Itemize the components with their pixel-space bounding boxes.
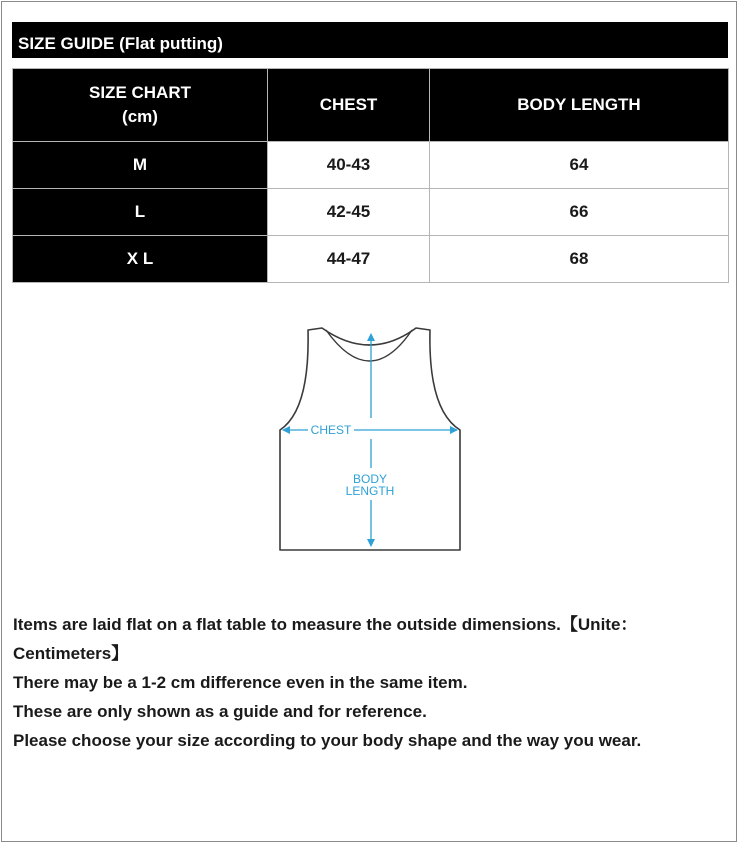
table-header-row [13,69,729,142]
table-row [13,236,729,283]
header-size-chart [13,69,268,142]
size-cell: X L [13,236,268,283]
tank-top-diagram [270,318,470,563]
size-cell: M [13,142,268,189]
note-line: Please choose your size according to your body shape and the way you wear. [13,731,642,750]
note-line: There may be a 1-2 cm difference even in the same item. [13,673,468,692]
body-length-cell: 64 [430,142,729,189]
body-length-cell: 68 [430,236,729,283]
header-body-length: BODY LENGTH [430,69,729,142]
note-line: These are only shown as a guide and for reference. [13,702,427,721]
chest-cell: 40-43 [268,142,430,189]
chest-label: CHEST [310,423,352,437]
size-guide-title: SIZE GUIDE (Flat putting) [12,22,728,58]
header-chest: CHEST [268,69,430,142]
header-size-chart-label: SIZE CHART [89,83,191,102]
chest-cell: 44-47 [268,236,430,283]
table-row [13,189,729,236]
body-length-cell: 66 [430,189,729,236]
body-length-label-line2: LENGTH [345,484,395,498]
size-chart-table [12,68,729,283]
note-line: Items are laid flat on a flat table to measure the outside dimensions.【Unite：Centimeters】 [13,615,638,663]
header-size-chart-unit: (cm) [122,107,158,126]
body-length-label-line1: BODY [352,472,388,486]
measurement-notes [13,610,728,755]
size-cell: L [13,189,268,236]
table-row [13,142,729,189]
chest-cell: 42-45 [268,189,430,236]
